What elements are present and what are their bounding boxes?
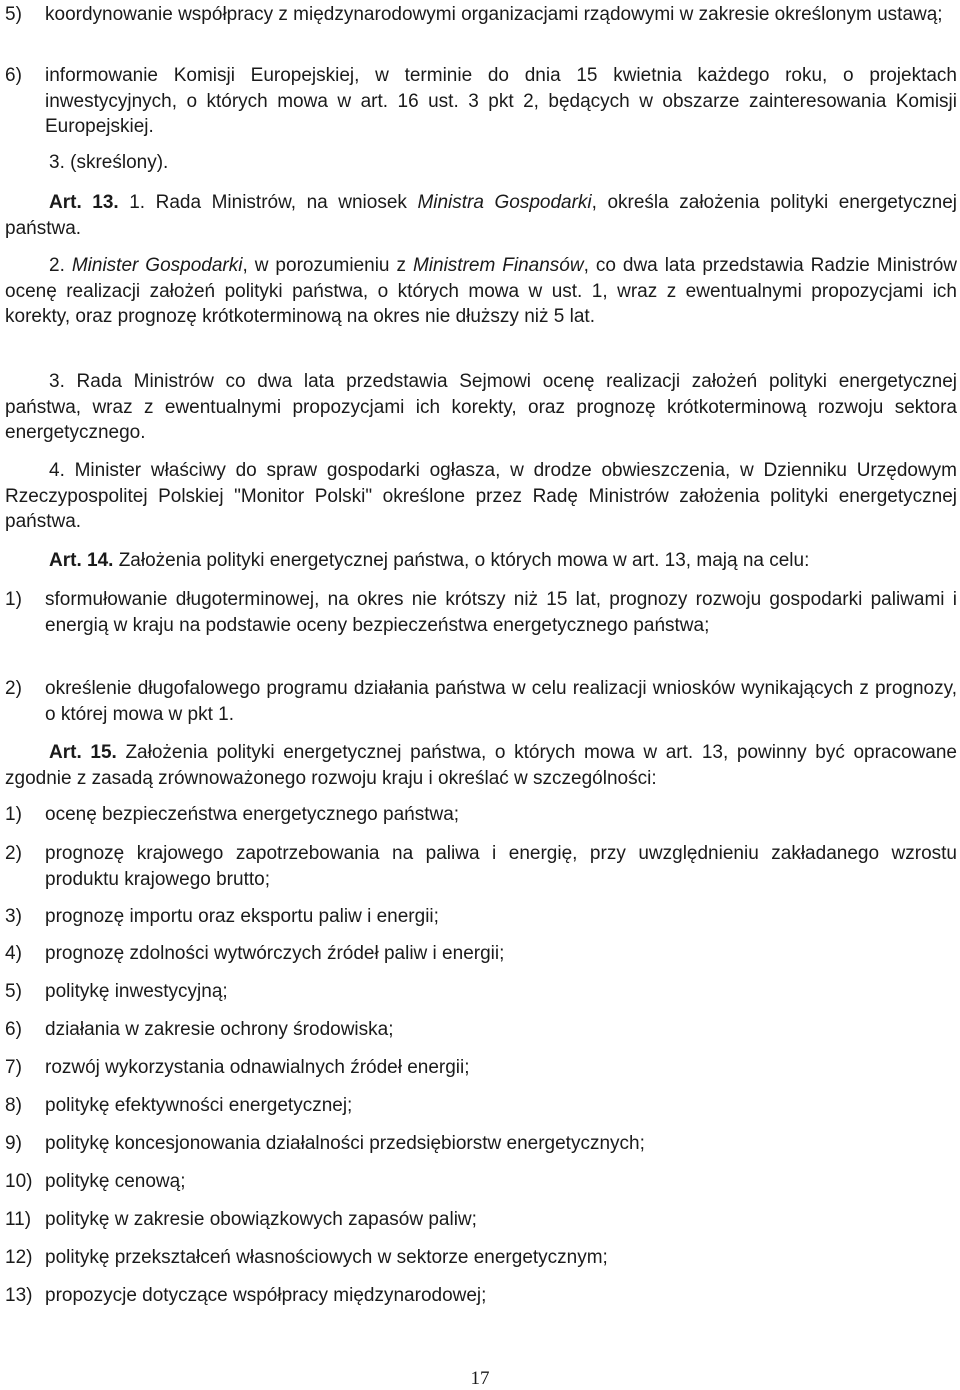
art15-label: Art. 15. bbox=[49, 742, 117, 763]
list-number: 11) bbox=[5, 1209, 32, 1230]
list-item bbox=[5, 941, 957, 967]
art15-text: Założenia polityki energetycznej państwa, o których mowa w art. 13, powinny być opracowane zgodnie z zasadą zrównoważonego rozwoju kraju i określać w szczególności: bbox=[5, 742, 957, 789]
list-text: koordynowanie współpracy z międzynarodowymi organizacjami rządowymi w zakresie określonym ustawą; bbox=[45, 4, 943, 25]
list-text: ocenę bezpieczeństwa energetycznego państwa; bbox=[45, 804, 460, 825]
list-item bbox=[5, 979, 957, 1005]
art13-p1-italic: Ministra Gospodarki bbox=[417, 192, 592, 213]
list-text: informowanie Komisji Europejskiej, w terminie do dnia 15 kwietnia każdego roku, o projektach inwestycyjnych, o których mowa w art. 16 ust. 3 pkt 2, będących w obszarze zainteresowania Komisji Europejskiej. bbox=[45, 65, 957, 137]
page-number: 17 bbox=[470, 1368, 490, 1389]
list-text: sformułowanie długoterminowej, na okres nie krótszy niż 15 lat, prognozy rozwoju gospodarki paliwami i energią w kraju na podstawie oceny bezpieczeństwa energetycznego państwa; bbox=[45, 589, 957, 636]
list-item bbox=[5, 676, 957, 727]
art13-p2-italic-1: Minister Gospodarki bbox=[71, 255, 243, 276]
art13-p1-text-end: , określa założenia polityki energetycznej państwa. bbox=[5, 192, 957, 239]
list-number: 1) bbox=[5, 589, 22, 610]
list-item bbox=[5, 841, 957, 892]
art14-text: Założenia polityki energetycznej państwa, o których mowa w art. 13, mają na celu: bbox=[113, 550, 810, 571]
list-text: działania w zakresie ochrony środowiska; bbox=[45, 1019, 394, 1040]
list-number: 4) bbox=[5, 943, 22, 964]
art13-p2-number: 2. bbox=[49, 255, 72, 276]
list-text: rozwój wykorzystania odnawialnych źródeł energii; bbox=[45, 1057, 470, 1078]
list-item bbox=[5, 63, 957, 140]
list-number: 5) bbox=[5, 981, 22, 1002]
list-text: prognozę zdolności wytwórczych źródeł paliw i energii; bbox=[45, 943, 505, 964]
list-text: propozycje dotyczące współpracy międzynarodowej; bbox=[45, 1285, 487, 1306]
art13-paragraph-3: 3. Rada Ministrów co dwa lata przedstawia Sejmowi ocenę realizacji założeń polityki energetycznej państwa, wraz z ewentualnymi propozycjami ich korekty, oraz prognozę krótkoterminową rozwoju sektora energetycznego. bbox=[5, 371, 957, 443]
list-item bbox=[5, 1131, 957, 1157]
list-number: 6) bbox=[5, 65, 22, 86]
list-number: 1) bbox=[5, 804, 22, 825]
list-number: 12) bbox=[5, 1247, 33, 1268]
list-number: 10) bbox=[5, 1171, 33, 1192]
list-number: 7) bbox=[5, 1057, 22, 1078]
list-text: prognozę importu oraz eksportu paliw i energii; bbox=[45, 906, 439, 927]
list-number: 9) bbox=[5, 1133, 22, 1154]
list-item bbox=[5, 587, 957, 638]
list-text: politykę przekształceń własnościowych w sektorze energetycznym; bbox=[45, 1247, 608, 1268]
list-item bbox=[5, 1169, 957, 1195]
list-text: prognozę krajowego zapotrzebowania na paliwa i energię, przy uwzględnieniu zakładanego wzrostu produktu krajowego brutto; bbox=[45, 843, 957, 890]
list-item bbox=[5, 1245, 957, 1271]
art13-p1-text: 1. Rada Ministrów, na wniosek bbox=[118, 192, 418, 213]
art13-label: Art. 13. bbox=[49, 192, 119, 213]
art14-label: Art. 14. bbox=[49, 550, 114, 571]
art14-intro bbox=[5, 548, 957, 574]
art13-p2-text: , w porozumieniu z bbox=[242, 255, 413, 276]
art13-paragraph-4: 4. Minister właściwy do spraw gospodarki ogłasza, w drodze obwieszczenia, w Dzienniku Urzędowym Rzeczypospolitej Polskiej "Monitor Polski" określone przez Radę Ministrów założenia polityki energetycznej państwa. bbox=[5, 460, 957, 532]
list-text: politykę inwestycyjną; bbox=[45, 981, 228, 1002]
list-item bbox=[5, 802, 957, 828]
list-number: 6) bbox=[5, 1019, 22, 1040]
list-text: politykę cenową; bbox=[45, 1171, 186, 1192]
list-number: 2) bbox=[5, 678, 22, 699]
art15-intro bbox=[5, 740, 957, 791]
list-number: 8) bbox=[5, 1095, 22, 1116]
list-number: 2) bbox=[5, 843, 22, 864]
list-item bbox=[5, 904, 957, 930]
list-text: określenie długofalowego programu działania państwa w celu realizacji wniosków wynikających z prognozy, o której mowa w pkt 1. bbox=[45, 678, 957, 725]
list-item bbox=[5, 1207, 957, 1233]
list-item bbox=[5, 1055, 957, 1081]
list-number: 5) bbox=[5, 4, 22, 25]
paragraph-skreslony: 3. (skreślony). bbox=[49, 152, 169, 173]
art13-paragraph-1 bbox=[5, 190, 957, 241]
list-text: politykę koncesjonowania działalności przedsiębiorstw energetycznych; bbox=[45, 1133, 645, 1154]
list-item bbox=[5, 1093, 957, 1119]
list-item bbox=[5, 2, 957, 28]
list-number: 13) bbox=[5, 1285, 33, 1306]
list-item bbox=[5, 1283, 957, 1309]
list-item bbox=[5, 1017, 957, 1043]
list-number: 3) bbox=[5, 906, 22, 927]
art13-paragraph-2 bbox=[5, 253, 957, 330]
list-text: politykę w zakresie obowiązkowych zapasów paliw; bbox=[45, 1209, 477, 1230]
art13-p2-italic-2: Ministrem Finansów bbox=[412, 255, 584, 276]
list-text: politykę efektywności energetycznej; bbox=[45, 1095, 353, 1116]
art13-p2-text-end: , co dwa lata przedstawia Radzie Ministrów ocenę realizacji założeń polityki państwa, o których mowa w ust. 1, wraz z ewentualnymi propozycjami ich korekty, oraz prognozę krótkoterminową na okres nie dłuższy niż 5 lat. bbox=[5, 255, 958, 327]
